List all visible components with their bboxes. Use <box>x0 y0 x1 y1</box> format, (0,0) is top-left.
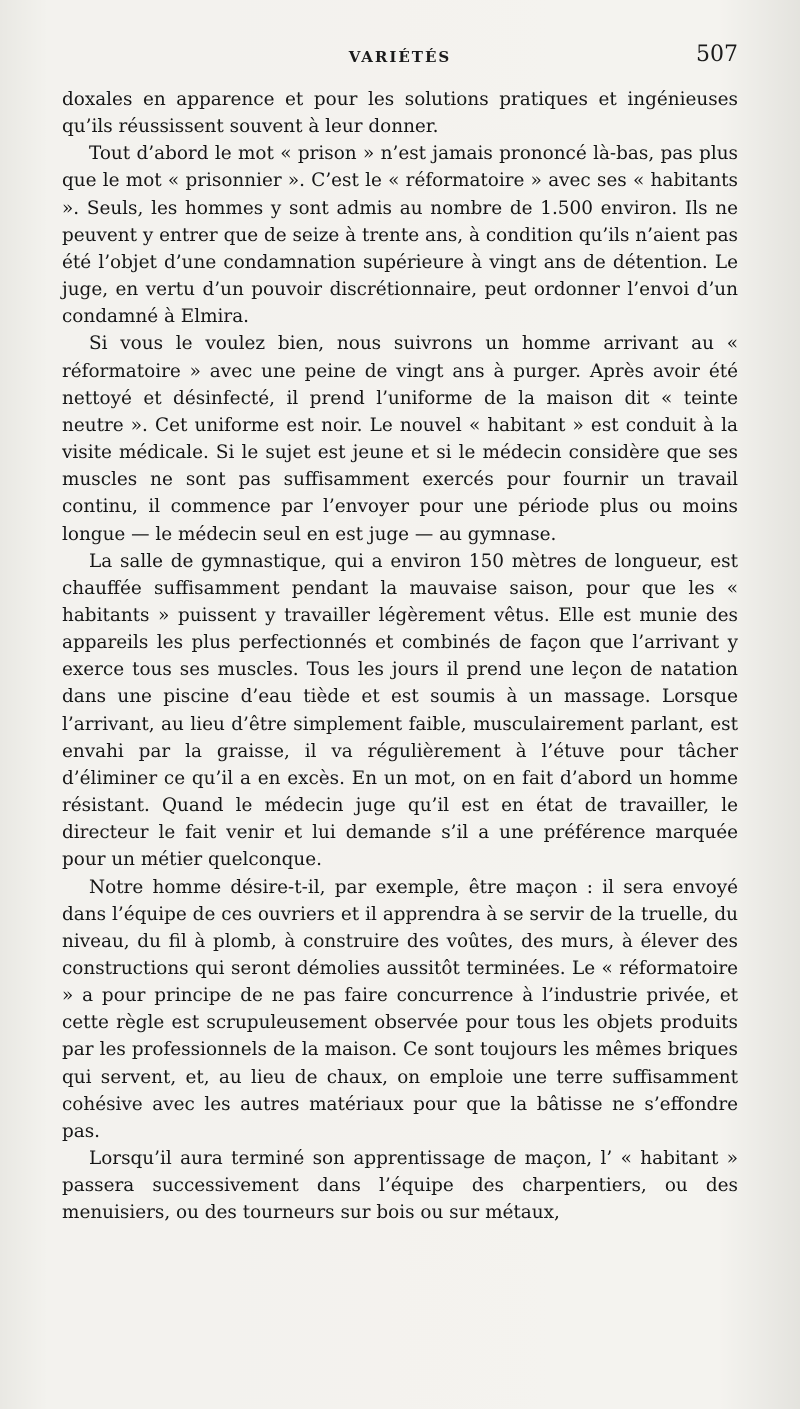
paragraph: Si vous le voulez bien, nous suivrons un homme arrivant au « réformatoire » avec une peine de vingt ans à purger. Après avoir été nettoyé et désinfecté, il prend l’uniforme de la maison dit « teinte neutre ». Cet uniforme est noir. Le nouvel « habitant » est conduit à la visite médicale. Si le sujet est jeune et si le médecin considère que ses muscles ne sont pas suffisamment exercés pour fournir un travail continu, il commence par l’envoyer pour une période plus ou moins longue — le médecin seul en est juge — au gymnase. <box>62 333 738 545</box>
paragraph: Tout d’abord le mot « prison » n’est jamais prononcé là-bas, pas plus que le mot « prisonnier ». C’est le « réformatoire » avec ses « habitants ». Seuls, les hommes y sont admis au nombre de 1.500 environ. Ils ne peuvent y entrer que de seize à trente ans, à condition qu’ils n’aient pas été l’objet d’une condamnation supérieure à vingt ans de détention. Le juge, en vertu d’un pouvoir discrétionnaire, peut ordonner l’envoi d’un condamné à Elmira. <box>62 143 738 328</box>
paragraph: doxales en apparence et pour les solutions pratiques et ingénieuses qu’ils réussissent souvent à leur donner. <box>62 89 738 138</box>
paragraph: Notre homme désire-t-il, par exemple, être maçon : il sera envoyé dans l’équipe de ces ouvriers et il apprendra à se servir de la truelle, du niveau, du fil à plomb, à construire des voûtes, des murs, à élever des constructions qui seront démolies aussitôt terminées. Le « réformatoire » a pour principe de ne pas faire concurrence à l’industrie privée, et cette règle est scrupuleusement observée pour tous les objets produits par les professionnels de la maison. Ce sont toujours les mêmes briques qui servent, et, au lieu de chaux, on emploie une terre suffisamment cohésive avec les autres matériaux pour que la bâtisse ne s’effondre pas. <box>62 876 738 1142</box>
body-text <box>62 86 738 1227</box>
page-header <box>62 42 738 76</box>
paragraph: Lorsqu’il aura terminé son apprentissage de maçon, l’ « habitant » passera successivement dans l’équipe des charpentiers, ou des menuisiers, ou des tourneurs sur bois ou sur métaux, <box>62 1148 738 1224</box>
page-number: 507 <box>696 42 738 67</box>
paragraph: La salle de gymnastique, qui a environ 150 mètres de longueur, est chauffée suffisamment pendant la mauvaise saison, pour que les « habitants » puissent y travailler légèrement vêtus. Elle est munie des appareils les plus perfectionnés et combinés de façon que l’arrivant y exerce tous ses muscles. Tous les jours il prend une leçon de natation dans une piscine d’eau tiède et est soumis à un massage. Lorsque l’arrivant, au lieu d’être simplement faible, musculairement parlant, est envahi par la graisse, il va régulièrement à l’étuve pour tâcher d’éliminer ce qu’il a en excès. En un mot, on en fait d’abord un homme résistant. Quand le médecin juge qu’il est en état de travailler, le directeur le fait venir et lui demande s’il a une préférence marquée pour un métier quelconque. <box>62 550 738 871</box>
running-head: VARIÉTÉS <box>348 48 452 66</box>
